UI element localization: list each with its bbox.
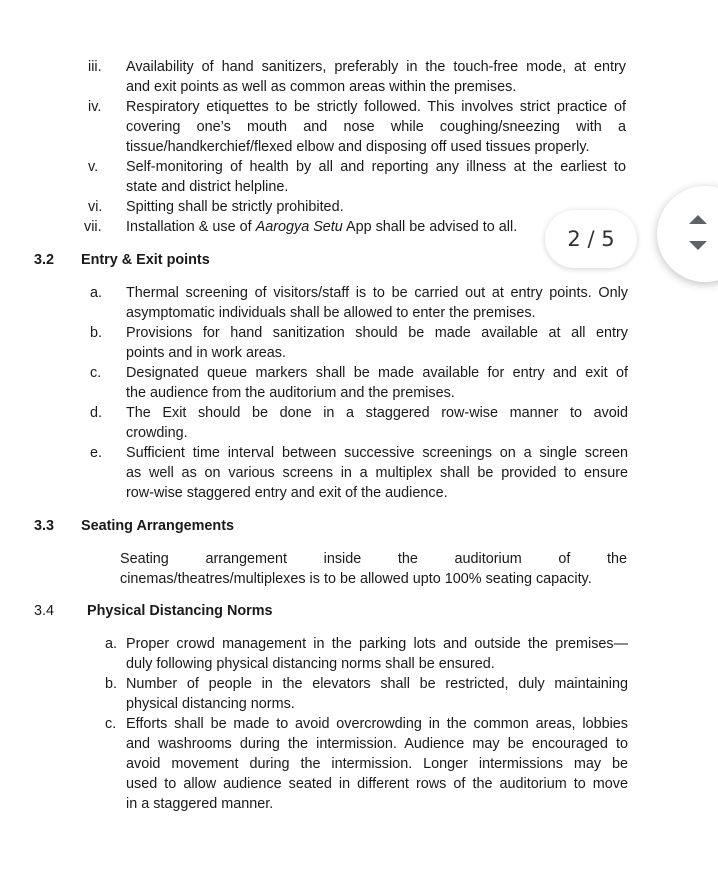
list-marker: c. [105, 716, 117, 732]
list-item-line: and exit points as well as common areas within the premises. [126, 79, 517, 95]
list-item-line: tissue/handkerchief/flexed elbow and disposing off used tissues properly. [126, 139, 590, 155]
list-item-line: asymptomatic individuals shall be allowed to enter the premises. [126, 305, 536, 321]
page-indicator [545, 210, 637, 268]
section-title: Entry & Exit points [81, 252, 210, 268]
page-indicator-text: 2 / 5 [567, 227, 615, 251]
list-item-line: Respiratory etiquettes to be strictly followed. This involves strict practice of [126, 99, 626, 115]
list-item-line: avoid movement during the intermission. Longer intermissions may be [126, 756, 628, 772]
list-item-line: Availability of hand sanitizers, preferably in the touch-free mode, at entry [126, 59, 626, 75]
list-item-line: Designated queue markers shall be made available for entry and exit of [126, 365, 628, 381]
list-item-text: App shall be advised to all. [342, 219, 518, 235]
app-name: Aarogya Setu [255, 219, 343, 235]
section-number: 3.3 [34, 518, 55, 534]
paragraph-line: cinemas/theatres/multiplexes is to be allowed upto 100% seating capacity. [120, 571, 592, 587]
list-item-line: Provisions for hand sanitization should be made available at all entry [126, 325, 628, 341]
list-marker: vi. [88, 199, 103, 215]
list-marker: c. [90, 365, 102, 381]
list-item-line: the audience from the auditorium and the premises. [126, 385, 455, 401]
section-number: 3.4 [34, 603, 55, 619]
list-item-line: covering one’s mouth and nose while coughing/sneezing with a [126, 119, 626, 135]
list-item-line [126, 217, 517, 237]
list-item-line: Proper crowd management in the parking lots and outside the premises— [126, 636, 628, 652]
list-marker: a. [90, 285, 103, 301]
list-marker: b. [90, 325, 103, 341]
list-marker: iii. [88, 59, 102, 75]
list-item-line: Number of people in the elevators shall be restricted, duly maintaining [126, 676, 628, 692]
list-item-line: The Exit should be done in a staggered row-wise manner to avoid [126, 405, 628, 421]
list-item-line: used to allow audience seated in different rows of the auditorium to move [126, 776, 628, 792]
section-number: 3.2 [34, 252, 55, 268]
list-marker: b. [105, 676, 118, 692]
list-item-line: in a staggered manner. [126, 796, 274, 812]
list-item-line: points and in work areas. [126, 345, 286, 361]
list-item-line: Spitting shall be strictly prohibited. [126, 199, 344, 215]
list-item-line: as well as on various screens in a multiplex shall be provided to ensure [126, 465, 628, 481]
list-item-line: Sufficient time interval between successive screenings on a single screen [126, 445, 628, 461]
list-marker: d. [90, 405, 103, 421]
list-item-line: Self-monitoring of health by all and reporting any illness at the earliest to [126, 159, 626, 175]
paragraph-line: Seating arrangement inside the auditorium of the [120, 551, 627, 567]
section-title: Seating Arrangements [81, 518, 235, 534]
list-marker: vii. [84, 219, 102, 235]
list-marker: e. [90, 445, 103, 461]
list-item-line: duly following physical distancing norms shall be ensured. [126, 656, 495, 672]
list-item-line: Efforts shall be made to avoid overcrowding in the common areas, lobbies [126, 716, 628, 732]
section-title: Physical Distancing Norms [87, 603, 273, 619]
list-item-line: Thermal screening of visitors/staff is to be carried out at entry points. Only [126, 285, 628, 301]
list-item-line: row-wise staggered entry and exit of the audience. [126, 485, 448, 501]
list-item-line: physical distancing norms. [126, 696, 295, 712]
chevron-down-icon[interactable] [689, 241, 707, 250]
list-item-line: state and district helpline. [126, 179, 289, 195]
list-marker: a. [105, 636, 118, 652]
list-marker: v. [88, 159, 99, 175]
chevron-up-icon[interactable] [689, 215, 707, 224]
list-marker: iv. [88, 99, 102, 115]
list-item-line: crowding. [126, 425, 188, 441]
list-item-text: Installation & use of [126, 219, 256, 235]
list-item-line: and washrooms during the intermission. Audience may be encouraged to [126, 736, 628, 752]
